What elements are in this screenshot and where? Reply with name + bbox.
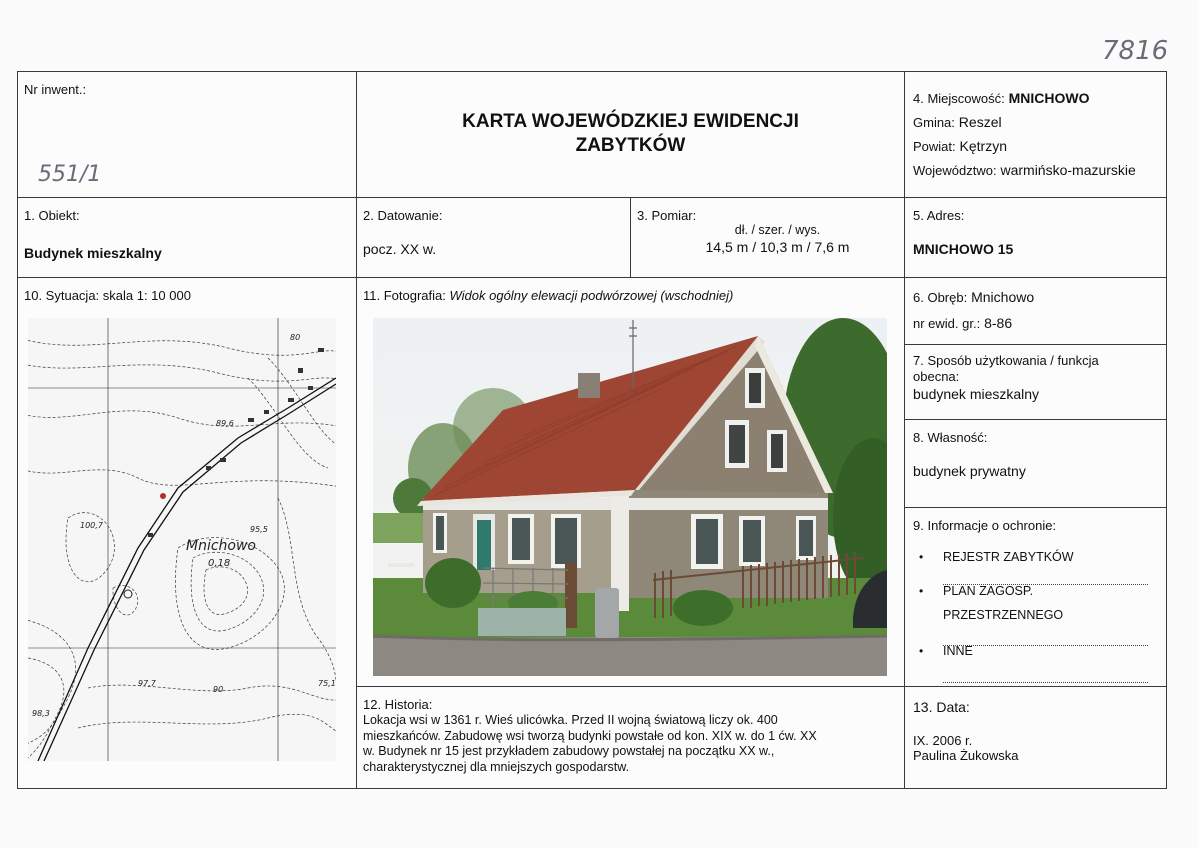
handwritten-catalog-number: 7816 [1102,36,1169,66]
locality-label: 4. Miejscowość: [913,91,1005,106]
bullet: • [919,550,924,564]
map-elevation-2: 89,6 [216,419,234,428]
commune-line [913,113,1166,131]
map-elevation-5: 97,7 [138,679,156,688]
usage-cell [904,344,1167,420]
measure-dims-value: 14,5 m / 10,3 m / 7,6 m [705,239,850,255]
county-line [913,137,1166,155]
object-value: Budynek mieszkalny [24,245,162,261]
map-place-name: Mnichowo [186,538,256,554]
county-value: Kętrzyn [959,138,1007,154]
protection-item-label: PRZESTRZENNEGO [943,608,1064,622]
object-cell [17,197,357,278]
dating-label: 2. Datowanie: [363,208,443,223]
ownership-value: budynek prywatny [913,463,1026,479]
object-label: 1. Obiekt: [24,208,80,223]
bullet: • [919,584,924,598]
history-line: Lokacja wsi w 1361 r. Wieś ulicówka. Przed II wojną światową liczy ok. 400 [363,713,778,727]
inventory-label: Nr inwent.: [24,82,87,97]
history-line: w. Budynek nr 15 jest przykładem zabudowy powstałej na początku XX w., [363,744,775,758]
map-elevation-6: 90 [213,685,224,694]
date-cell [904,686,1167,789]
protection-item-register [913,550,1166,584]
photo-caption: Widok ogólny elewacji podwórzowej (wschodniej) [449,288,734,303]
voivodeship-line [913,161,1166,179]
protection-item-label: PLAN ZAGOSP. [943,584,1034,598]
precinct-value: Mnichowo [971,289,1035,305]
address-cell [904,197,1167,278]
photo-label: 11. Fotografia: [363,288,446,303]
map-elevation-3: 95,5 [250,525,268,534]
precinct-cell [904,277,1167,345]
house-photo [373,318,887,676]
measure-cell [630,197,905,278]
dating-value: pocz. XX w. [363,241,437,257]
card-title-line1: KARTA WOJEWÓDZKIEJ EWIDENCJI [462,111,799,132]
location-cell [904,71,1167,198]
plot-line [913,314,1166,332]
ownership-cell [904,419,1167,508]
ownership-label: 8. Własność: [913,430,988,445]
date-author: Paulina Żukowska [913,748,1019,763]
history-text [363,713,817,775]
voivodeship-label: Województwo: [913,163,997,178]
heritage-record-card [17,71,1167,789]
protection-item-other [913,644,1166,668]
precinct-line [913,288,1166,306]
address-label: 5. Adres: [913,208,965,223]
locality-line [913,89,1166,107]
voivodeship-value: warmińsko-mazurskie [1000,162,1136,178]
history-cell [356,686,905,789]
commune-label: Gmina: [913,115,955,130]
plot-value: 8-86 [984,315,1013,331]
dotted-line [943,682,1148,683]
map-elevation-8: 75,1 [318,679,336,688]
map-height-label: 0,18 [208,558,231,569]
map-elevation-4: 100,7 [80,521,103,530]
usage-label-line2: obecna: [913,369,960,384]
card-title-line2: ZABYTKÓW [575,135,686,156]
dating-cell [356,197,631,278]
handwritten-inventory-number: 551/1 [38,162,102,187]
topographic-map [28,318,336,761]
protection-item-label: REJESTR ZABYTKÓW [943,550,1074,564]
plot-label: nr ewid. gr.: [913,316,981,331]
map-elevation-1: 80 [290,333,301,342]
card-title [357,110,904,158]
protection-list [913,550,1166,668]
county-label: Powiat: [913,139,956,154]
house-photo-image [373,318,887,676]
bullet: • [919,644,924,658]
protection-item-plan [913,584,1166,608]
inventory-number-cell [17,71,357,198]
history-line: mieszkańców. Zabudowę wsi tworzą budynki powstałe od kon. XIX w. do 1 ćw. XX [363,728,817,743]
situation-cell [17,277,357,789]
history-line: charakterystycznej dla mniejszych gospodarstw. [363,759,630,774]
locality-value: MNICHOWO [1008,90,1090,106]
situation-label: 10. Sytuacja: skala 1: 10 000 [24,288,191,303]
title-cell [356,71,905,198]
protection-item-label: INNE [943,644,973,658]
commune-value: Reszel [958,114,1002,130]
address-value: MNICHOWO 15 [913,241,1014,257]
usage-value: budynek mieszkalny [913,386,1040,402]
protection-item-plan-cont [913,608,1166,644]
photo-cell [356,277,905,687]
precinct-label: 6. Obręb: [913,290,968,305]
measure-dims-label: dł. / szer. / wys. [734,223,821,237]
photo-heading [363,288,733,304]
usage-label-line1: 7. Sposób użytkowania / funkcja [913,353,1099,368]
dotted-line [943,584,1148,585]
date-label: 13. Data: [913,699,970,715]
date-value: IX. 2006 r. [913,733,973,748]
map-elevation-7: 98,3 [32,709,50,718]
protection-label: 9. Informacje o ochronie: [913,518,1057,533]
situation-map [28,318,336,761]
dotted-line [943,645,1148,646]
measure-label: 3. Pomiar: [637,208,697,223]
history-label: 12. Historia: [363,697,433,712]
protection-cell [904,507,1167,687]
